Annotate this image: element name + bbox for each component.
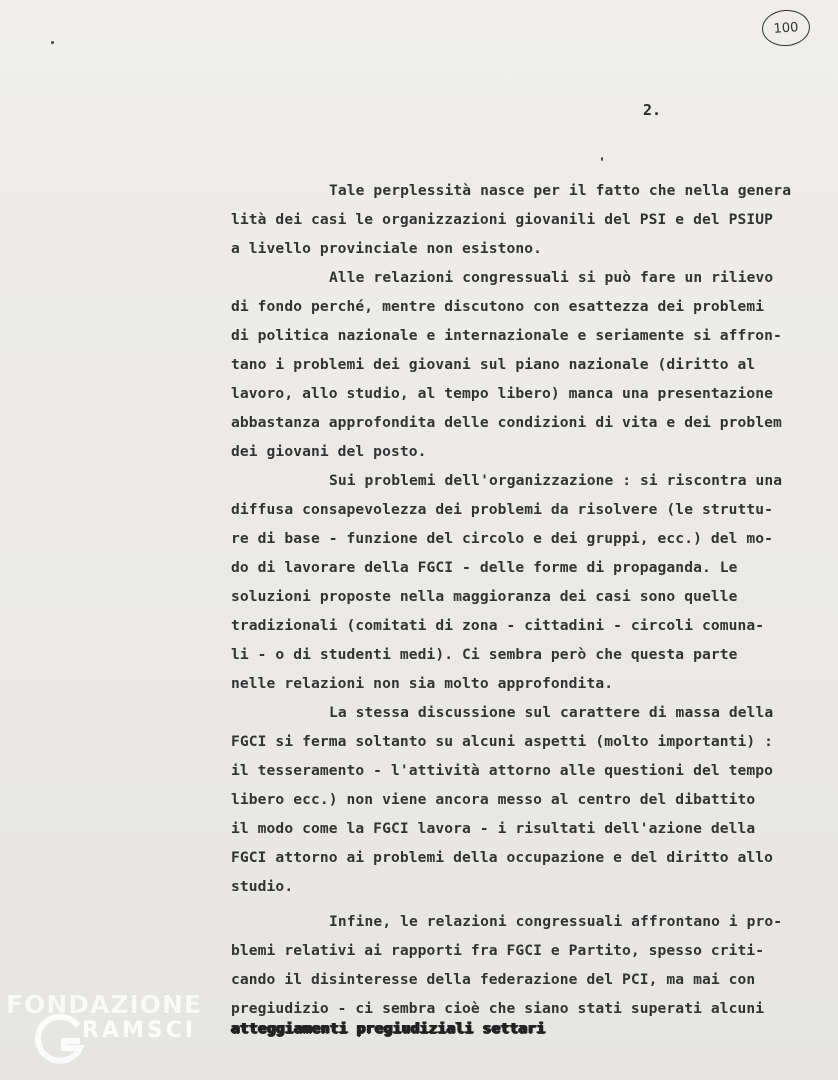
text-line: do di lavorare della FGCI - delle forme di propaganda. Le	[231, 559, 738, 576]
text-line: dei giovani del posto.	[231, 443, 427, 460]
watermark-line-2: RAMSCI	[82, 1018, 197, 1043]
text-line: Tale perplessità nasce per il fatto che nella genera	[329, 182, 792, 199]
page-number: 2.	[643, 101, 662, 119]
text-line: Infine, le relazioni congressuali affrontano i pro-	[329, 913, 783, 930]
text-line: di politica nazionale e internazionale e seriamente si affron-	[231, 327, 782, 344]
text-line: di fondo perché, mentre discutono con esattezza dei problemi	[231, 298, 765, 315]
text-line: cando il disinteresse della federazione del PCI, ma mai con	[231, 971, 756, 988]
watermark-line-1: FONDAZIONE	[6, 990, 203, 1019]
ink-speck	[601, 157, 603, 161]
text-line: studio.	[231, 878, 294, 895]
text-line: Alle relazioni congressuali si può fare un rilievo	[329, 269, 774, 286]
text-line: lità dei casi le organizzazioni giovanili del PSI e del PSIUP	[231, 211, 774, 228]
text-line: FGCI si ferma soltanto su alcuni aspetti (molto importanti) :	[231, 733, 774, 750]
text-line: re di base - funzione del circolo e dei gruppi, ecc.) del mo-	[231, 530, 774, 547]
typed-text-body	[231, 176, 831, 1023]
text-line: diffusa consapevolezza dei problemi da risolvere (le struttu-	[231, 501, 774, 518]
watermark-g-logo-icon	[34, 1012, 88, 1066]
circled-page-annotation	[761, 8, 811, 47]
ink-speck	[51, 41, 54, 44]
text-line: il modo come la FGCI lavora - i risultati dell'azione della	[231, 820, 756, 837]
text-line: pregiudizio - ci sembra cioè che siano stati superati alcuni	[231, 1000, 765, 1017]
text-line: a livello provinciale non esistono.	[231, 240, 543, 257]
text-line: blemi relativi ai rapporti fra FGCI e Partito, spesso criti-	[231, 942, 765, 959]
text-line: FGCI attorno ai problemi della occupazione e del diritto allo	[231, 849, 774, 866]
text-line: nelle relazioni non sia molto approfondita.	[231, 675, 614, 692]
text-line: La stessa discussione sul carattere di massa della	[329, 704, 774, 721]
text-line: soluzioni proposte nella maggioranza dei casi sono quelle	[231, 588, 738, 605]
struck-out-line: atteggiamenti pregiudiziali settari	[231, 1020, 546, 1037]
archive-watermark	[6, 990, 206, 1070]
circled-number: 100	[773, 19, 799, 37]
text-line: tano i problemi dei giovani sul piano nazionale (diritto al	[231, 356, 756, 373]
text-line: tradizionali (comitati di zona - cittadini - circoli comuna-	[231, 617, 765, 634]
text-line: li - o di studenti medi). Ci sembra però che questa parte	[231, 646, 738, 663]
text-line: libero ecc.) non viene ancora messo al centro del dibattito	[231, 791, 756, 808]
text-line: lavoro, allo studio, al tempo libero) manca una presentazione	[231, 385, 774, 402]
text-line: abbastanza approfondita delle condizioni di vita e dei problem	[231, 414, 782, 431]
text-line: Sui problemi dell'organizzazione : si riscontra una	[329, 472, 783, 489]
text-line: il tesseramento - l'attività attorno alle questioni del tempo	[231, 762, 774, 779]
